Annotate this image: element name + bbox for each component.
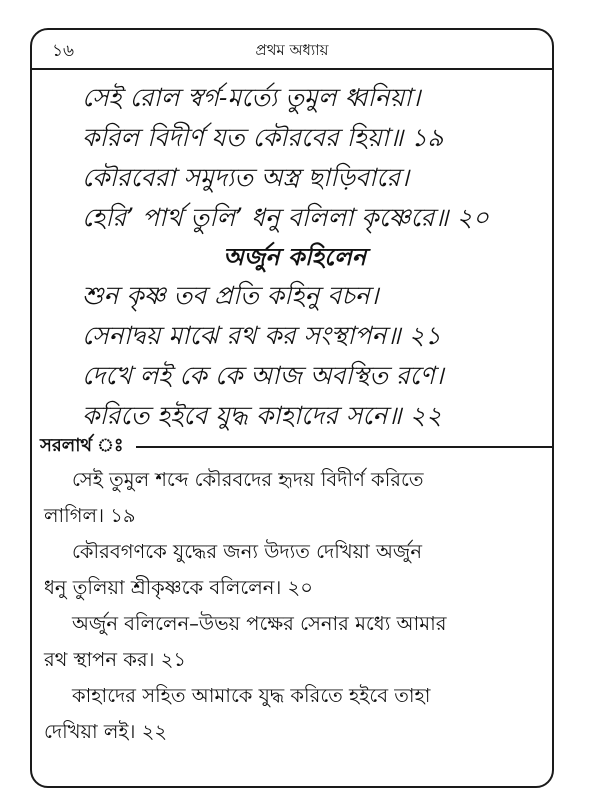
verse-line: দেখে লই কে কে আজ অবস্থিত রণে। <box>82 361 444 390</box>
verse-line: কৌরবেরা সমুদ্যত অস্ত্র ছাড়িবারে। <box>82 163 410 192</box>
paragraph-line: কাহাদের সহিত আমাকে যুদ্ধ করিতে হইবে তাহা <box>72 684 431 707</box>
meaning-heading: সরলার্থ ঃ <box>40 434 128 458</box>
section-divider <box>136 446 552 448</box>
verse-line: শুন কৃষ্ণ তব প্রতি কহিনু বচন। <box>82 281 379 310</box>
meaning-paragraph <box>44 678 544 750</box>
paragraph-line: দেখিয়া লই। ২২ <box>44 720 168 743</box>
chapter-title: প্রথম অধ্যায় <box>255 41 329 59</box>
paragraph-line: লাগিল। ১৯ <box>44 504 136 527</box>
paragraph-line: সেই তুমুল শব্দে কৌরবদের হৃদয় বিদীর্ণ করিতে <box>72 468 424 491</box>
paragraph-line: অর্জুন বলিলেন–উভয় পক্ষের সেনার মধ্যে আমার <box>72 612 447 635</box>
paragraph-line: ধনু তুলিয়া শ্রীকৃষ্ণকে বলিলেন। ২০ <box>44 576 313 599</box>
meaning-block <box>44 462 544 750</box>
verse-block <box>82 78 542 436</box>
verse-line: করিল বিদীর্ণ যত কৌরবের হিয়া॥ ১৯ <box>82 123 444 152</box>
page-header <box>30 28 554 70</box>
paragraph-line: কৌরবগণকে যুদ্ধের জন্য উদ্যত দেখিয়া অর্জুন <box>72 540 422 563</box>
verse-line: সেই রোল স্বর্গ-মর্ত্যে তুমুল ধ্বনিয়া। <box>82 83 421 112</box>
meaning-heading-row <box>40 434 552 458</box>
speaker-heading: অর্জুন কহিলেন <box>222 242 367 271</box>
verse-line: করিতে হইবে যুদ্ধ কাহাদের সনে॥ ২২ <box>82 401 442 430</box>
verse-line: হেরি’ পার্থ তুলি’ ধনু বলিলা কৃষ্ণেরে॥ ২০ <box>82 203 489 232</box>
meaning-paragraph <box>44 534 544 606</box>
verse-line: সেনাদ্বয় মাঝে রথ কর সংস্থাপন॥ ২১ <box>82 321 442 350</box>
meaning-paragraph <box>44 606 544 678</box>
paragraph-line: রথ স্থাপন কর। ২১ <box>44 648 187 671</box>
page-number: ১৬ <box>52 41 75 61</box>
meaning-paragraph <box>44 462 544 534</box>
